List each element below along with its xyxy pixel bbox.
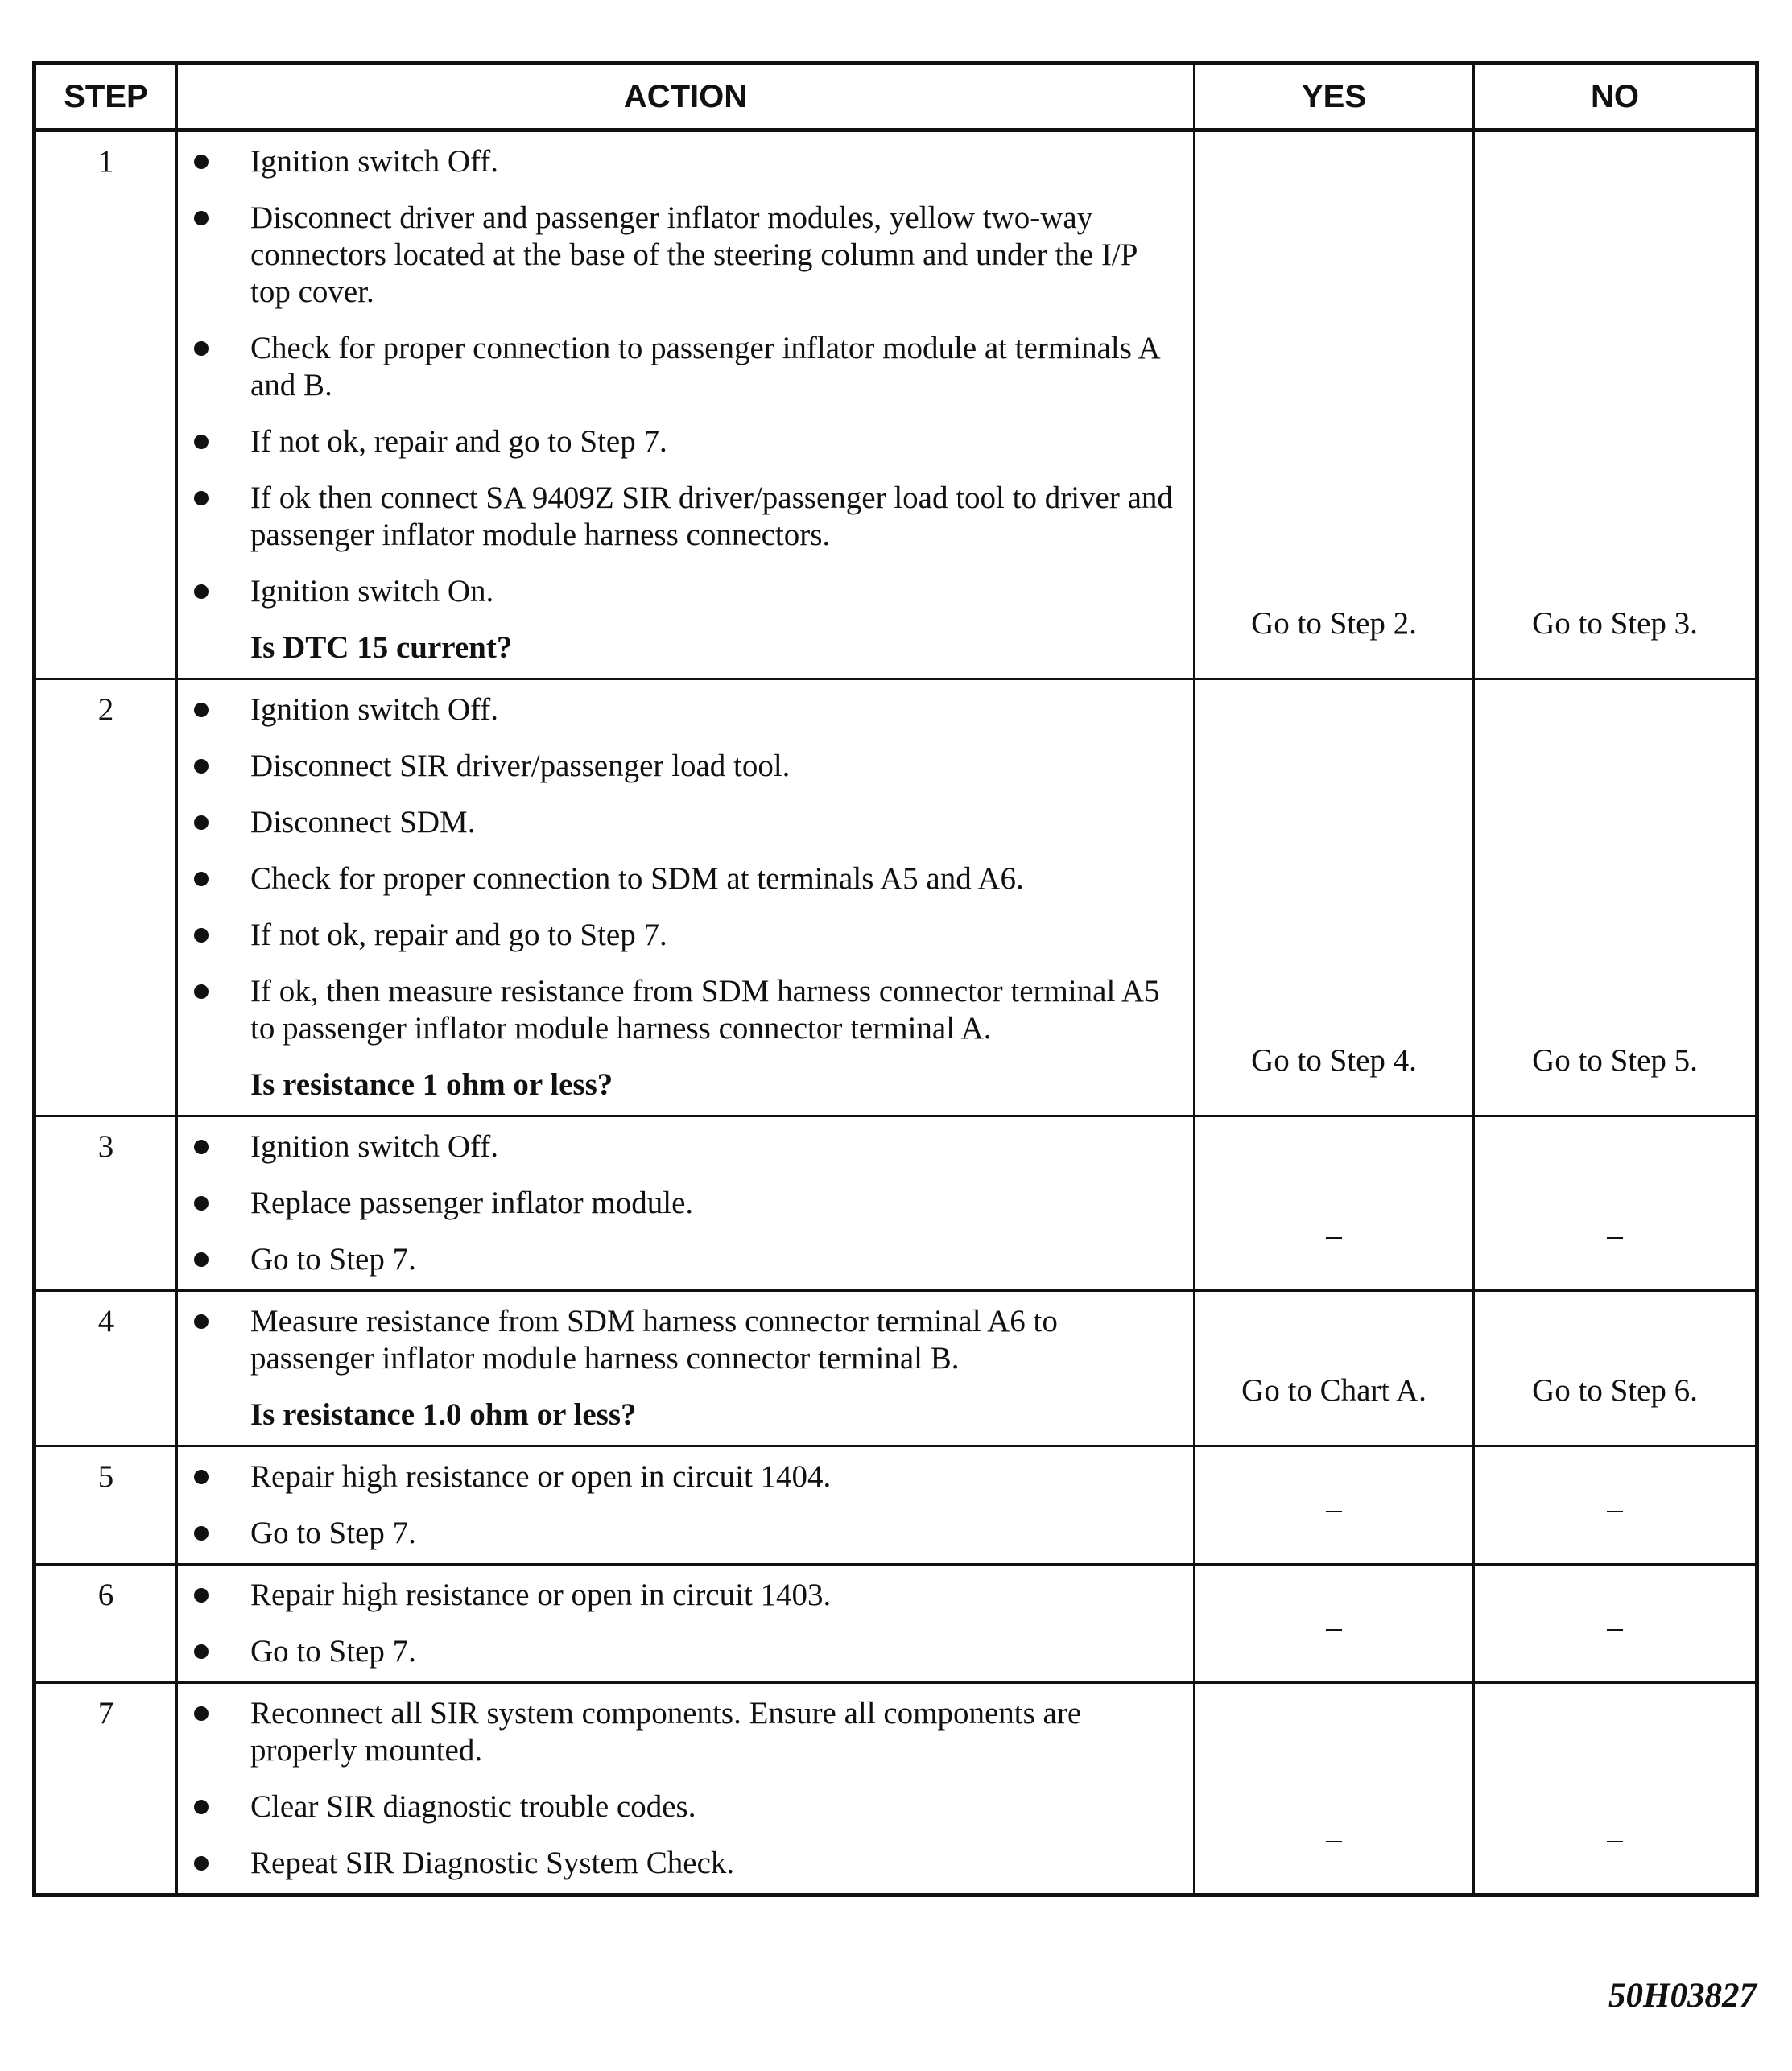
bullet-icon — [194, 1314, 209, 1329]
action-item — [178, 1515, 1177, 1552]
no-result: – — [1474, 1446, 1757, 1565]
bullet-icon — [194, 341, 209, 356]
action-item — [178, 480, 1177, 554]
action-text: Ignition switch On. — [250, 574, 494, 609]
action-list — [178, 1458, 1177, 1552]
step-number: 7 — [35, 1683, 177, 1896]
table-body — [35, 130, 1757, 1896]
action-item — [178, 917, 1177, 954]
action-text: Replace passenger inflator module. — [250, 1186, 694, 1220]
action-item — [178, 200, 1177, 311]
action-text: Disconnect SIR driver/passenger load tool. — [250, 749, 791, 783]
no-result: – — [1474, 1565, 1757, 1683]
bullet-icon — [194, 1706, 209, 1721]
check-question: Is resistance 1.0 ohm or less? — [250, 1397, 637, 1432]
action-item — [178, 1185, 1177, 1222]
bullet-icon — [194, 1856, 209, 1871]
bullet-icon — [194, 1470, 209, 1484]
bullet-icon — [194, 1644, 209, 1659]
table-row — [35, 130, 1757, 679]
step-number: 6 — [35, 1565, 177, 1683]
action-item — [178, 1845, 1177, 1882]
action-item — [178, 330, 1177, 404]
action-list — [178, 1577, 1177, 1670]
yes-result: – — [1195, 1565, 1474, 1683]
action-text: Check for proper connection to passenger inflator module at terminals A and B. — [250, 331, 1159, 402]
action-item — [178, 973, 1177, 1047]
bullet-icon — [194, 759, 209, 774]
table-row — [35, 679, 1757, 1116]
header-no: NO — [1474, 64, 1757, 130]
action-item — [178, 573, 1177, 610]
no-result: – — [1474, 1683, 1757, 1896]
action-list — [178, 1303, 1177, 1377]
action-text: Disconnect driver and passenger inflator modules, yellow two-way connectors located at the base of the steering column and under the I/P top cover. — [250, 200, 1138, 309]
action-cell — [177, 679, 1195, 1116]
step-number: 4 — [35, 1291, 177, 1446]
bullet-icon — [194, 1526, 209, 1541]
table-row — [35, 1565, 1757, 1683]
action-item — [178, 1241, 1177, 1278]
no-result: – — [1474, 1116, 1757, 1291]
action-text: Ignition switch Off. — [250, 1129, 499, 1164]
bullet-icon — [194, 928, 209, 943]
action-text: If not ok, repair and go to Step 7. — [250, 918, 667, 952]
action-list — [178, 143, 1177, 610]
action-text: If ok then connect SA 9409Z SIR driver/passenger load tool to driver and passenger inflator module harness connectors. — [250, 481, 1173, 552]
action-text: Go to Step 7. — [250, 1516, 416, 1550]
action-item — [178, 143, 1177, 180]
action-cell — [177, 1116, 1195, 1291]
bullet-icon — [194, 1800, 209, 1814]
action-item — [178, 1458, 1177, 1495]
action-list — [178, 691, 1177, 1047]
bullet-icon — [194, 1588, 209, 1603]
action-text: Check for proper connection to SDM at terminals A5 and A6. — [250, 861, 1024, 896]
step-number: 2 — [35, 679, 177, 1116]
yes-result: Go to Step 2. — [1195, 130, 1474, 679]
no-result: Go to Step 6. — [1474, 1291, 1757, 1446]
action-text: If ok, then measure resistance from SDM harness connector terminal A5 to passenger inflator module harness connector terminal A. — [250, 974, 1160, 1046]
action-text: If not ok, repair and go to Step 7. — [250, 424, 667, 459]
bullet-icon — [194, 211, 209, 225]
action-text: Go to Step 7. — [250, 1242, 416, 1277]
yes-result: – — [1195, 1116, 1474, 1291]
action-cell — [177, 1683, 1195, 1896]
action-text: Ignition switch Off. — [250, 144, 499, 179]
action-item — [178, 1788, 1177, 1826]
action-item — [178, 1128, 1177, 1165]
action-list — [178, 1695, 1177, 1882]
action-text: Disconnect SDM. — [250, 805, 476, 840]
yes-result: – — [1195, 1683, 1474, 1896]
diagnostic-table — [32, 61, 1759, 1897]
step-number: 1 — [35, 130, 177, 679]
header-action: ACTION — [177, 64, 1195, 130]
action-cell — [177, 1565, 1195, 1683]
yes-result: – — [1195, 1446, 1474, 1565]
bullet-icon — [194, 815, 209, 830]
bullet-icon — [194, 584, 209, 599]
action-item — [178, 1633, 1177, 1670]
check-question: Is resistance 1 ohm or less? — [250, 1067, 613, 1102]
action-item — [178, 860, 1177, 897]
bullet-icon — [194, 703, 209, 717]
action-item — [178, 1695, 1177, 1769]
action-text: Repair high resistance or open in circuit 1403. — [250, 1578, 832, 1612]
action-text: Go to Step 7. — [250, 1634, 416, 1669]
step-number: 3 — [35, 1116, 177, 1291]
table-row — [35, 1446, 1757, 1565]
no-result: Go to Step 3. — [1474, 130, 1757, 679]
action-item — [178, 1577, 1177, 1614]
yes-result: Go to Step 4. — [1195, 679, 1474, 1116]
bullet-icon — [194, 984, 209, 999]
action-item — [178, 804, 1177, 841]
header-step: STEP — [35, 64, 177, 130]
table-row — [35, 1683, 1757, 1896]
bullet-icon — [194, 1196, 209, 1211]
bullet-icon — [194, 1140, 209, 1154]
action-text: Measure resistance from SDM harness connector terminal A6 to passenger inflator module harness connector terminal B. — [250, 1304, 1058, 1376]
table-row — [35, 1291, 1757, 1446]
bullet-icon — [194, 1252, 209, 1267]
check-question: Is DTC 15 current? — [250, 630, 513, 665]
action-text: Repeat SIR Diagnostic System Check. — [250, 1846, 735, 1880]
bullet-icon — [194, 435, 209, 449]
no-result: Go to Step 5. — [1474, 679, 1757, 1116]
action-text: Ignition switch Off. — [250, 692, 499, 727]
action-cell — [177, 130, 1195, 679]
action-cell — [177, 1446, 1195, 1565]
bullet-icon — [194, 491, 209, 505]
bullet-icon — [194, 155, 209, 169]
action-item — [178, 1303, 1177, 1377]
action-item — [178, 423, 1177, 460]
step-number: 5 — [35, 1446, 177, 1565]
reference-code: 50H03827 — [1608, 1977, 1757, 2015]
action-text: Reconnect all SIR system components. Ensure all components are properly mounted. — [250, 1696, 1082, 1768]
action-text: Clear SIR diagnostic trouble codes. — [250, 1789, 696, 1824]
action-item — [178, 691, 1177, 728]
action-text: Repair high resistance or open in circuit 1404. — [250, 1459, 832, 1494]
header-yes: YES — [1195, 64, 1474, 130]
action-item — [178, 748, 1177, 785]
header-row — [35, 64, 1757, 130]
action-list — [178, 1128, 1177, 1278]
bullet-icon — [194, 872, 209, 886]
table-row — [35, 1116, 1757, 1291]
action-cell — [177, 1291, 1195, 1446]
yes-result: Go to Chart A. — [1195, 1291, 1474, 1446]
